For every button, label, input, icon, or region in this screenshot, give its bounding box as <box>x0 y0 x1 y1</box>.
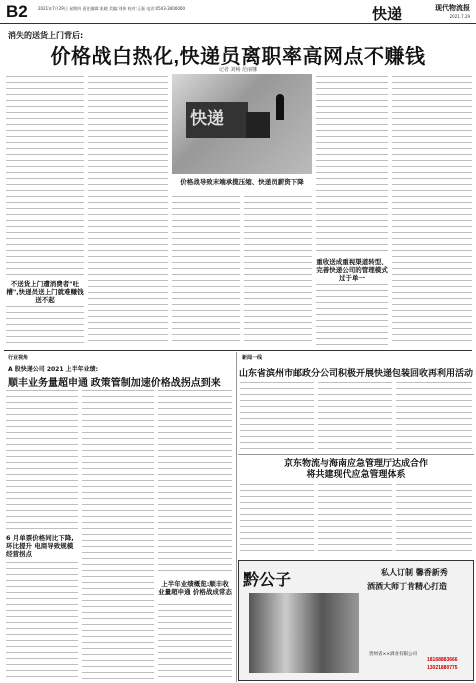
ad-phone-2: 13021880775 <box>427 665 458 671</box>
ad-brand: 黔公子 <box>243 570 292 589</box>
paper-name: 现代物流报 <box>435 3 470 12</box>
lead-column-1c <box>6 306 84 346</box>
industry-subhead-1: 6 月单票价格同比下降,环比提升 电商导致规模经营拐点 <box>6 534 74 558</box>
news2-column-1 <box>240 484 314 556</box>
lead-subhead-1: 不送货上门遭消费者"吐槽",快递员送上门就难赚钱送不起 <box>6 280 84 304</box>
lead-column-4 <box>316 76 388 256</box>
lead-column-1 <box>6 76 84 228</box>
page-number: B2 <box>6 2 28 21</box>
industry-kicker: A 股快递公司 2021 上半年业绩: <box>8 366 99 373</box>
news-divider <box>238 454 474 455</box>
section-name: 快递 <box>371 5 402 23</box>
ad-slogan-2: 酒酒大师丁肯精心打造 <box>367 581 447 591</box>
news1-column-3 <box>396 382 472 450</box>
industry-column-1 <box>6 390 78 530</box>
lead-title: 价格战白热化,快递员离职率高网点不赚钱 <box>50 46 426 68</box>
news2-column-3 <box>396 484 472 556</box>
ad-company: 贵州省××酒业有限公司 <box>369 652 418 657</box>
ad-phone-1: 18168883666 <box>427 657 458 663</box>
lead-column-2b <box>88 232 168 346</box>
photo-truck-text: 快递 <box>190 109 224 129</box>
industry-title: 顺丰业务量超申通 政策管制加速价格战拐点到来 <box>8 378 221 389</box>
ad-slogan-1: 私人订制 馨香新秀 <box>381 567 448 577</box>
advertisement <box>238 560 474 681</box>
column-divider <box>236 352 237 682</box>
industry-column-2 <box>82 390 154 680</box>
industry-column-1b <box>6 562 78 680</box>
industry-subhead-2: 上半年业绩概览:顺丰收业量超申通 价格战成常态 <box>158 580 232 596</box>
lead-column-1b <box>6 232 84 276</box>
news-title-1: 山东省滨州市邮政分公司积极开展快递包装回收再利用活动 <box>238 368 473 378</box>
lead-column-2 <box>88 76 168 228</box>
industry-column-3 <box>158 390 232 576</box>
lead-kicker: 消失的送货上门背后: <box>8 31 84 40</box>
lead-byline: 记者 刘畅 范丽娜 <box>218 67 258 73</box>
lead-photo <box>172 74 312 174</box>
lead-column-3b <box>244 196 312 346</box>
news-tag: 新闻一线 <box>242 355 263 361</box>
industry-tag: 行业视角 <box>8 355 29 361</box>
ad-bottles-image <box>249 593 359 673</box>
page-meta: 2021年7月29日 星期四 责任编辑:张晓 美编:刘伟 校对:王磊 电话:0543-3000000 <box>38 6 185 11</box>
masthead <box>0 0 476 24</box>
lead-column-5 <box>392 76 472 346</box>
lead-subhead-2: 价格战导致末端承揽压缩、快递员薪资下降 <box>180 178 304 186</box>
news1-column-1 <box>240 382 314 450</box>
truck-cab-shape <box>246 112 270 138</box>
lead-column-4b <box>316 284 388 346</box>
person-figure <box>276 94 284 120</box>
lead-subhead-3: 重收送成重视渠道转型、完善快递公司的管理模式过于单一 <box>316 258 388 282</box>
section-divider <box>4 350 472 351</box>
news2-column-2 <box>318 484 392 556</box>
news1-column-2 <box>318 382 392 450</box>
news-title-2: 京东物流与海南应急管理厅达成合作 将共建现代应急管理体系 <box>283 458 428 479</box>
lead-column-3a <box>172 196 240 346</box>
issue-date: 2021.7.29 <box>449 14 470 19</box>
industry-column-3b <box>158 604 232 680</box>
